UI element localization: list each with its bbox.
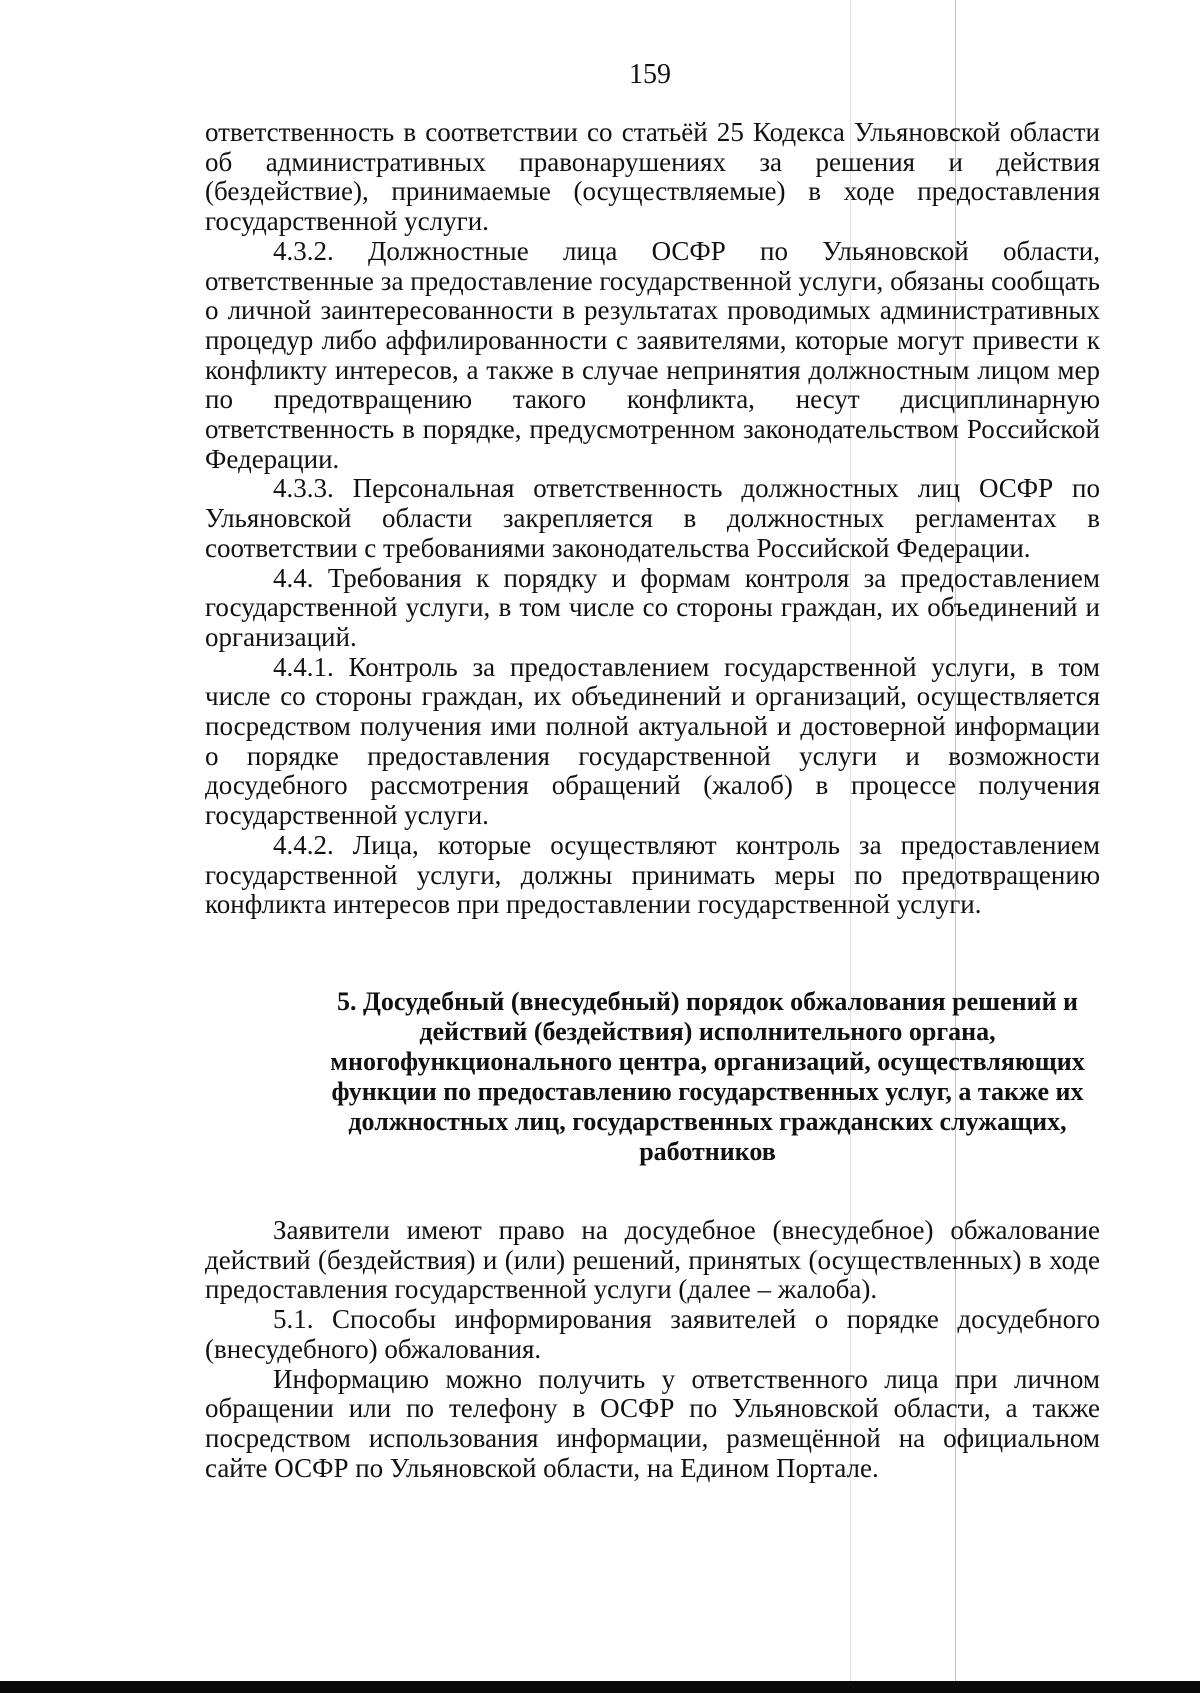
paragraph: 5.1. Способы информирования заявителей о порядке досудебного (внесудебного) обжалования.: [205, 1304, 1100, 1364]
paragraph: Заявители имеют право на досудебное (внесудебное) обжалование действий (бездействия) и (или) решений, принятых (осуществленных) в ходе предоставления государственной услуги (далее – жалоба).: [205, 1214, 1100, 1305]
paragraph: 4.4. Требования к порядку и формам контроля за предоставлением государственной услуги, в том числе со стороны граждан, их объединений и организаций.: [205, 562, 1100, 652]
paragraph: Информацию можно получить у ответственного лица при личном обращении или по телефону в ОСФР по Ульяновской области, а также посредством использования информации, размещённой на официальном сайте ОСФР по Ульяновской области, на Едином Портале.: [205, 1363, 1100, 1483]
paragraph: 4.4.1. Контроль за предоставлением государственной услуги, в том числе со стороны граждан, их объединений и организаций, осуществляется посредством получения ими полной актуальной и достоверной информации о порядке предоставления государственной услуги и возможности досудебного рассмотрения обращений (жалоб) в процессе получения государственной услуги.: [205, 651, 1100, 831]
paragraph: 4.4.2. Лица, которые осуществляют контроль за предоставлением государственной услуги, должны принимать меры по предотвращению конфликта интересов при предоставлении государственной услуги.: [205, 829, 1100, 920]
page-number: 159: [629, 59, 671, 90]
document-body: [205, 118, 1100, 1483]
paragraph: 4.3.3. Персональная ответственность должностных лиц ОСФР по Ульяновской области закрепляется в должностных регламентах в соответствии с требованиями законодательства Российской Федерации.: [205, 473, 1100, 563]
paragraph: 4.3.2. Должностные лица ОСФР по Ульяновской области, ответственные за предоставление государственной услуги, обязаны сообщать о личной заинтересованности в результатах проводимых административных процедур либо аффилированности с заявителями, которые могут привести к конфликту интересов, а также в случае непринятия должностным лицом мер по предотвращению такого конфликта, несут дисциплинарную ответственность в порядке, предусмотренном законодательством Российской Федерации.: [205, 235, 1100, 474]
section-heading: 5. Досудебный (внесудебный) порядок обжалования решений и действий (бездействия) исполнительного органа, многофункционального центра, организаций, осуществляющих функции по предоставлению государственных услуг, а также их должностных лиц, государственных гражданских служащих, работников: [330, 986, 1085, 1166]
paragraph: ответственность в соответствии со статьёй 25 Кодекса Ульяновской области об административных правонарушениях за решения и действия (бездействие), принимаемые (осуществляемые) в ходе предоставления государственной услуги.: [205, 117, 1100, 237]
scan-bottom-border: [0, 1681, 1200, 1693]
